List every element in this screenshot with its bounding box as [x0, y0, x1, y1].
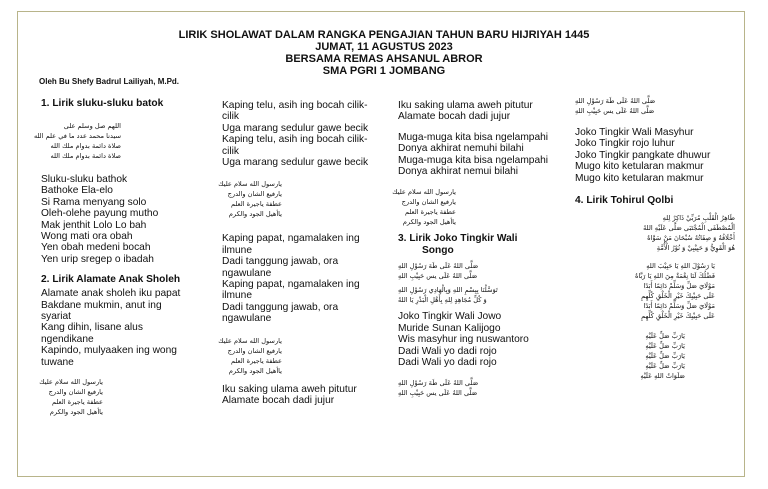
arabic-block — [398, 378, 568, 398]
section-4-title: 4. Lirik Tohirul Qolbi — [575, 195, 674, 207]
arabic-line: يَارَبِّ صَلِّ عَلَيْهِ — [645, 362, 685, 371]
section-3-title: 3. Lirik Joko Tingkir Wali — [398, 233, 518, 245]
arabic-line: عطفة ياجيرة العلم — [230, 356, 282, 365]
arabic-line: ياأهيل الجود والكرم — [402, 218, 456, 227]
lyric-line: Joko Tingkir Wali Masyhur — [575, 127, 694, 138]
lyric-line: Kaping telu, asih ing bocah cilik- — [222, 134, 368, 146]
lyric-line: Wis masyhur ing nuswantoro — [398, 334, 529, 346]
lyric-line: Yen urip sregep o ibadah — [41, 253, 154, 265]
arabic-line: يارفيع الشان والدرج — [227, 346, 282, 355]
arabic-line: يارسول الله سلام عليك — [39, 378, 103, 387]
arabic-line: فَضْلُكَ لَنَا نِعْمَةٌ مِنَ اللهِ يَا رَبَّاهُ — [635, 272, 715, 281]
author-credit: Oleh Bu Shefy Badrul Lailiyah, M.Pd. — [39, 77, 180, 86]
lyric-line: cilik — [222, 111, 239, 123]
lyric-line: tuwane — [41, 356, 74, 368]
lyric-line: Joko Tingkir Wali Jowo — [398, 311, 502, 323]
arabic-line: عطفة ياجيرة العلم — [404, 208, 456, 217]
lyric-line: Donya akhirat nemui bilahi — [398, 166, 519, 178]
arabic-line: عطفة ياجيرة العلم — [230, 200, 282, 209]
lyric-line: Si Rama menyang solo — [41, 196, 147, 208]
arabic-line: يَا رَسُوْلَ اللهِ يَا حَبِيْبَ اللهِ — [646, 262, 715, 271]
arabic-line: طَاهِرُ الْقَلْبِ مُرَبِّيْ ذَاكِرٌ لِلهِ — [662, 214, 735, 223]
arabic-line: مَوْلَايَ صَلِّ وَسَلِّمْ دَائِمًا أَبَدًا — [643, 282, 715, 291]
lyric-line: Wong mati ora obah — [41, 231, 133, 243]
arabic-line: عَلَى حَبِيْبِكَ خَيْرِ الْخَلْقِ كُلِّهِمِ — [641, 292, 715, 301]
column-1 — [33, 98, 211, 417]
arabic-block — [392, 187, 456, 227]
arabic-line: سيدنا محمد عدد ما في علم الله — [33, 132, 121, 140]
lyric-line: Sluku-sluku bathok — [41, 174, 128, 185]
arabic-line: يَارَبِّ صَلِّ عَلَيْهِ — [645, 352, 685, 361]
lyric-line: Kaping papat, ngamalaken ing — [222, 233, 360, 245]
arabic-block — [398, 285, 568, 305]
lyric-line: Iku saking ulama aweh pitutur — [222, 383, 357, 395]
lyric-line: Donya akhirat nemuhi bilahi — [398, 143, 524, 155]
arabic-line: يَارَبِّ صَلِّ عَلَيْهِ — [645, 342, 685, 351]
lyric-line: Mugo kito ketularan makmur — [575, 172, 704, 184]
lyric-line: ngawulane — [222, 267, 272, 279]
arabic-line: ياأهيل الجود والكرم — [228, 210, 282, 219]
lyric-line: ngawulane — [222, 313, 272, 325]
lyric-line: syariat — [41, 311, 72, 323]
section-1-lyrics — [41, 174, 211, 265]
lyric-line: Muga-muga kita bisa ngelampahi — [398, 131, 549, 143]
arabic-line: عَلَى حَبِيْبِكَ خَيْرِ الْخَلْقِ كُلِّهِمِ — [641, 312, 715, 321]
arabic-block — [575, 261, 715, 321]
arabic-line: صَلَّى اللهُ عَلَى يس حَبِيْبِ اللهِ — [398, 389, 478, 398]
lyric-line: Mugo kito ketularan makmur — [575, 161, 704, 173]
arabic-line: صَلَّى اللهُ عَلَى يس حَبِيْبِ اللهِ — [398, 272, 478, 281]
column-2 — [218, 100, 394, 407]
arabic-line: تَوَسَّلْنَا بِبِسْمِ اللهِ وَبِالْهَادِي رَسُوْلِ اللهِ — [398, 286, 498, 295]
lyric-line: Muride Sunan Kalijogo — [398, 322, 501, 334]
lyric-line: Joko Tingkir rojo luhur — [575, 138, 675, 150]
header-title: LIRIK SHOLAWAT DALAM RANGKA PENGAJIAN TAHUN BARU HIJRIYAH 1445 — [178, 29, 590, 41]
lyric-line: Bakdane mukmin, anut ing — [41, 299, 162, 311]
arabic-line: يارفيع الشان والدرج — [227, 190, 282, 199]
lyric-line: ilmune — [222, 244, 253, 256]
arabic-line: صَلَّى اللهُ عَلَى يس حَبِيْبِ اللهِ — [575, 107, 655, 115]
lyric-line: Alamate bocah dadi jujur — [398, 111, 511, 123]
lyric-line: Uga marang sedulur gawe becik — [222, 122, 369, 134]
lyric-line: Muga-muga kita bisa ngelampahi — [398, 154, 549, 166]
arabic-line: صلاة دائمة بدوام ملك الله — [50, 152, 121, 160]
section-2-lyrics — [41, 288, 211, 368]
arabic-line: أَخْلَاقُهُ وَ صِفَاتُهُ سُبْحَانَ مَنْ سَوَّاهُ — [647, 234, 735, 243]
arabic-block — [575, 96, 740, 116]
lyric-line: Dadi tanggung jawab, ora — [222, 256, 339, 268]
section-1-title: 1. Lirik sluku-sluku batok — [41, 98, 164, 109]
column-3 — [392, 100, 568, 398]
arabic-line: صَلَّى اللهُ عَلَى طَهَ رَسُوْلِ اللهِ — [575, 97, 656, 105]
lyric-line: Bathoke Ela-elo — [41, 185, 113, 197]
section-2-title: 2. Lirik Alamate Anak Sholeh — [41, 274, 181, 286]
lyric-line: cilik — [222, 145, 239, 157]
lyric-line: Mak jenthit Lolo Lo bah — [41, 219, 147, 231]
arabic-line: ياأهيل الجود والكرم — [49, 408, 103, 417]
lyric-line: Kaping telu, asih ing bocah cilik- — [222, 100, 368, 111]
lyric-line: Yen obah medeni bocah — [41, 242, 151, 254]
arabic-line: يارسول الله سلام عليك — [392, 188, 456, 197]
lyric-line: Kapindo, mulyaaken ing wong — [41, 345, 177, 357]
arabic-line: هُوَ الْقَوِيُّ وَ حَبِيْبِيْ وَ نُوْرُ الْأُمَّةِ — [656, 244, 735, 253]
arabic-block — [218, 336, 282, 376]
section-2-arabic — [41, 377, 103, 417]
arabic-line: اَلْمُصْطَفَى الْمُجْتَبَى صَلَّى عَلَيْهِ اللهُ — [643, 224, 735, 233]
arabic-line: مَوْلَايَ صَلِّ وَسَلِّمْ دَائِمًا أَبَدًا — [643, 302, 715, 311]
header-date: JUMAT, 11 AGUSTUS 2023 — [315, 41, 453, 53]
lyric-line: Dadi Wali yo dadi rojo — [398, 357, 497, 369]
lyric-line: Oleh-olehe payung mutho — [41, 208, 159, 220]
arabic-line: صَلَوَاتُ اللهِ عَلَيْهِ — [640, 372, 685, 381]
arabic-block — [575, 331, 685, 381]
arabic-line: يارفيع الشان والدرج — [48, 388, 103, 397]
lyric-line: Kaping papat, ngamalaken ing — [222, 279, 360, 291]
arabic-line: ياأهيل الجود والكرم — [228, 366, 282, 375]
column-4 — [575, 96, 740, 381]
lyric-line: Dadi tanggung jawab, ora — [222, 301, 339, 313]
lyric-line: Alamate anak sholeh iku papat — [41, 288, 181, 300]
lyric-line: Joko Tingkir pangkate dhuwur — [575, 149, 711, 161]
lyric-line: Dadi Wali yo dadi rojo — [398, 345, 497, 357]
arabic-line: يارسول الله سلام عليك — [218, 180, 282, 189]
arabic-line: صَلَّى اللهُ عَلَى طَهَ رَسُوْلِ اللهِ — [398, 379, 479, 388]
lyric-line: Iku saking ulama aweh pitutur — [398, 100, 533, 111]
arabic-line: صلاة دائمة بدوام ملك الله — [50, 142, 121, 150]
section-1-arabic — [33, 121, 121, 161]
header-school: SMA PGRI 1 JOMBANG — [322, 65, 446, 77]
arabic-block — [398, 261, 568, 281]
lyric-line: Kang dihin, lisane alus — [41, 322, 143, 334]
arabic-line: وَ كُلِّ مُجَاهِدٍ لِلهِ بِأَهْلِ الْبَدْرِ يَا اللهُ — [398, 296, 487, 305]
arabic-block — [575, 213, 735, 253]
arabic-line: اللهم صل وسلم على — [63, 122, 121, 130]
arabic-line: يَارَبِّ صَلِّ عَلَيْهِ — [645, 332, 685, 341]
header-group: BERSAMA REMAS AHSANUL ABROR — [285, 53, 483, 65]
lyric-line: Alamate bocah dadi jujur — [222, 395, 335, 407]
arabic-line: يارسول الله سلام عليك — [218, 336, 282, 345]
arabic-block — [218, 179, 282, 219]
lyric-line: ilmune — [222, 290, 253, 302]
arabic-line: صَلَّى اللهُ عَلَى طَهَ رَسُوْلِ اللهِ — [398, 262, 479, 271]
lyric-line: ngendikane — [41, 333, 94, 345]
arabic-line: عطفة ياجيرة العلم — [51, 398, 103, 407]
section-3-title-cont: Songo — [422, 245, 454, 257]
lyric-line: Uga marang sedulur gawe becik — [222, 157, 369, 169]
arabic-line: يارفيع الشان والدرج — [401, 198, 456, 207]
